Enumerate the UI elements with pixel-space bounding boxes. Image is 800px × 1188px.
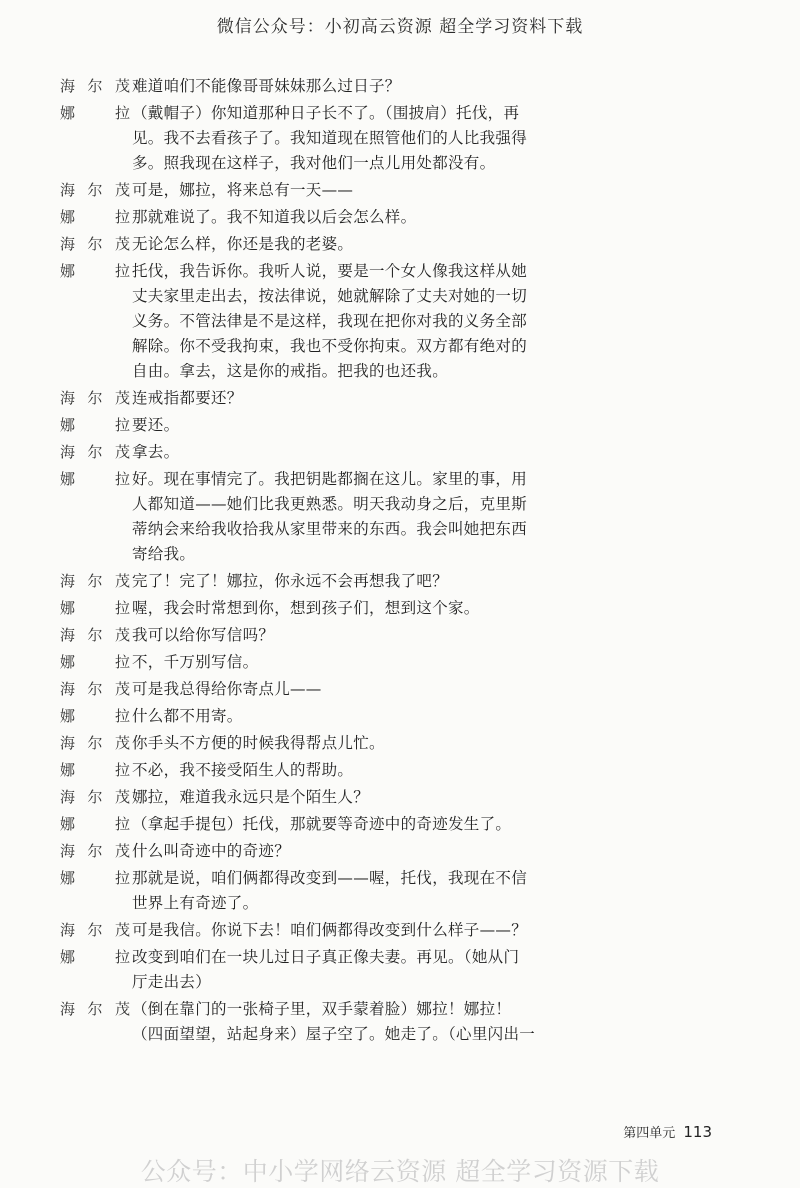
dialogue-line [60,839,570,864]
speaker-name: 娜 拉 [60,707,130,725]
speech-line: 娜拉，难道我永远只是个陌生人？ [132,788,370,806]
dialogue-line [60,997,570,1047]
speech-line: 托伐，我告诉你。我听人说，要是一个女人像我这样从她 [132,262,528,280]
speech-line: 拿去。 [132,443,180,461]
speech-line: 多。照我现在这样子，我对他们一点儿用处都没有。 [132,154,496,172]
dialogue-line [60,596,570,621]
speech-line: 可是我总得给你寄点儿—— [132,680,322,698]
dialogue-line [60,945,570,995]
speech-line: 可是我信。你说下去！咱们俩都得改变到什么样子——？ [132,921,528,939]
dialogue-line [60,812,570,837]
speech-line: 不必，我不接受陌生人的帮助。 [132,761,354,779]
speech-line: 你手头不方便的时候我得帮点儿忙。 [132,734,385,752]
dialogue-line [60,74,570,99]
speech-text [132,569,570,594]
speech-text [132,758,570,783]
speech-line: 好。现在事情完了。我把钥匙都搁在这儿。家里的事，用 [132,470,528,488]
speech-text [132,178,570,203]
speech-text [132,731,570,756]
speaker-name: 娜 拉 [60,653,130,671]
dialogue-line [60,918,570,943]
speech-line: 丈夫家里走出去，按法律说，她就解除了丈夫对她的一切 [132,287,528,305]
speech-line: 要还。 [132,416,180,434]
speech-line: （四面望望，站起身来）屋子空了。她走了。（心里闪出一 [132,1025,536,1043]
dialogue-body [60,74,570,1049]
speaker-name: 海尔茂 [60,626,130,644]
speaker-name: 海尔茂 [60,1000,130,1018]
speech-line: 不，千万别写信。 [132,653,259,671]
speech-text [132,232,570,257]
speech-text [132,650,570,675]
dialogue-line [60,866,570,916]
speech-text [132,413,570,438]
speech-text [132,596,570,621]
speech-text [132,101,570,176]
dialogue-line [60,440,570,465]
speech-line: 改变到咱们在一块儿过日子真正像夫妻。再见。（她从门 [132,948,520,966]
speech-line: 无论怎么样，你还是我的老婆。 [132,235,354,253]
speech-text [132,866,570,916]
speech-line: （倒在靠门的一张椅子里，双手蒙着脸）娜拉！娜拉！ [132,1000,512,1018]
speech-line: 蒂纳会来给我收拾我从家里带来的东西。我会叫她把东西 [132,520,528,538]
speaker-name: 海尔茂 [60,788,130,806]
speech-text [132,623,570,648]
speech-line: 完了！完了！娜拉，你永远不会再想我了吧？ [132,572,449,590]
top-banner: 微信公众号：小初高云资源 超全学习资料下载 [216,17,584,37]
speech-line: 连戒指都要还？ [132,389,243,407]
dialogue-line [60,704,570,729]
speaker-name: 娜 拉 [60,208,130,226]
dialogue-line [60,232,570,257]
speaker-name: 海尔茂 [60,734,130,752]
speech-text [132,259,570,384]
speech-text [132,467,570,567]
speaker-name: 娜 拉 [60,262,130,280]
speaker-name: 娜 拉 [60,416,130,434]
speech-line: 世界上有奇迹了。 [132,894,259,912]
dialogue-line [60,101,570,176]
speech-text [132,704,570,729]
speaker-name: 娜 拉 [60,815,130,833]
watermark: 公众号：中小学网络云资源 超全学习资源下载 [140,1157,660,1186]
speech-text [132,945,570,995]
dialogue-line [60,758,570,783]
speaker-name: 海尔茂 [60,77,130,95]
dialogue-line [60,467,570,567]
dialogue-line [60,178,570,203]
speech-line: 喔，我会时常想到你，想到孩子们，想到这个家。 [132,599,480,617]
speaker-name: 海尔茂 [60,389,130,407]
speech-text [132,839,570,864]
speaker-name: 娜 拉 [60,761,130,779]
speech-text [132,997,570,1047]
speech-line: 义务。不管法律是不是这样，我现在把你对我的义务全部 [132,312,528,330]
speech-text [132,812,570,837]
speaker-name: 娜 拉 [60,104,130,122]
speech-line: 解除。你不受我拘束，我也不受你拘束。双方都有绝对的 [132,337,528,355]
dialogue-line [60,650,570,675]
speech-line: 什么叫奇迹中的奇迹？ [132,842,291,860]
unit-label: 第四单元 [623,1126,676,1141]
dialogue-line [60,386,570,411]
speaker-name: 娜 拉 [60,599,130,617]
dialogue-line [60,205,570,230]
speech-line: 什么都不用寄。 [132,707,243,725]
speaker-name: 海尔茂 [60,842,130,860]
speech-line: （戴帽子）你知道那种日子长不了。（围披肩）托伐，再 [132,104,520,122]
dialogue-line [60,785,570,810]
dialogue-line [60,677,570,702]
speech-line: 寄给我。 [132,545,196,563]
speech-text [132,440,570,465]
speech-line: 自由。拿去，这是你的戒指。把我的也还我。 [132,362,449,380]
speech-text [132,74,570,99]
speech-text [132,677,570,702]
speech-line: 可是，娜拉，将来总有一天—— [132,181,354,199]
page-footer [623,1122,712,1141]
speaker-name: 娜 拉 [60,869,130,887]
speech-text [132,205,570,230]
speaker-name: 海尔茂 [60,921,130,939]
speech-line: 厅走出去） [132,973,212,991]
dialogue-line [60,731,570,756]
speaker-name: 海尔茂 [60,572,130,590]
dialogue-line [60,623,570,648]
speaker-name: 海尔茂 [60,235,130,253]
speech-line: 见。我不去看孩子了。我知道现在照管他们的人比我强得 [132,129,528,147]
dialogue-line [60,569,570,594]
dialogue-line [60,259,570,384]
speaker-name: 海尔茂 [60,680,130,698]
speech-text [132,785,570,810]
speech-line: 那就难说了。我不知道我以后会怎么样。 [132,208,417,226]
page-number: 113 [683,1123,712,1141]
speaker-name: 海尔茂 [60,181,130,199]
speaker-name: 娜 拉 [60,470,130,488]
speech-text [132,918,570,943]
speech-line: 难道咱们不能像哥哥妹妹那么过日子？ [132,77,401,95]
speech-line: （拿起手提包）托伐，那就要等奇迹中的奇迹发生了。 [132,815,512,833]
speaker-name: 娜 拉 [60,948,130,966]
dialogue-line [60,413,570,438]
speech-line: 人都知道——她们比我更熟悉。明天我动身之后，克里斯 [132,495,528,513]
speech-text [132,386,570,411]
speaker-name: 海尔茂 [60,443,130,461]
speech-line: 那就是说，咱们俩都得改变到——喔，托伐，我现在不信 [132,869,528,887]
speech-line: 我可以给你写信吗？ [132,626,275,644]
